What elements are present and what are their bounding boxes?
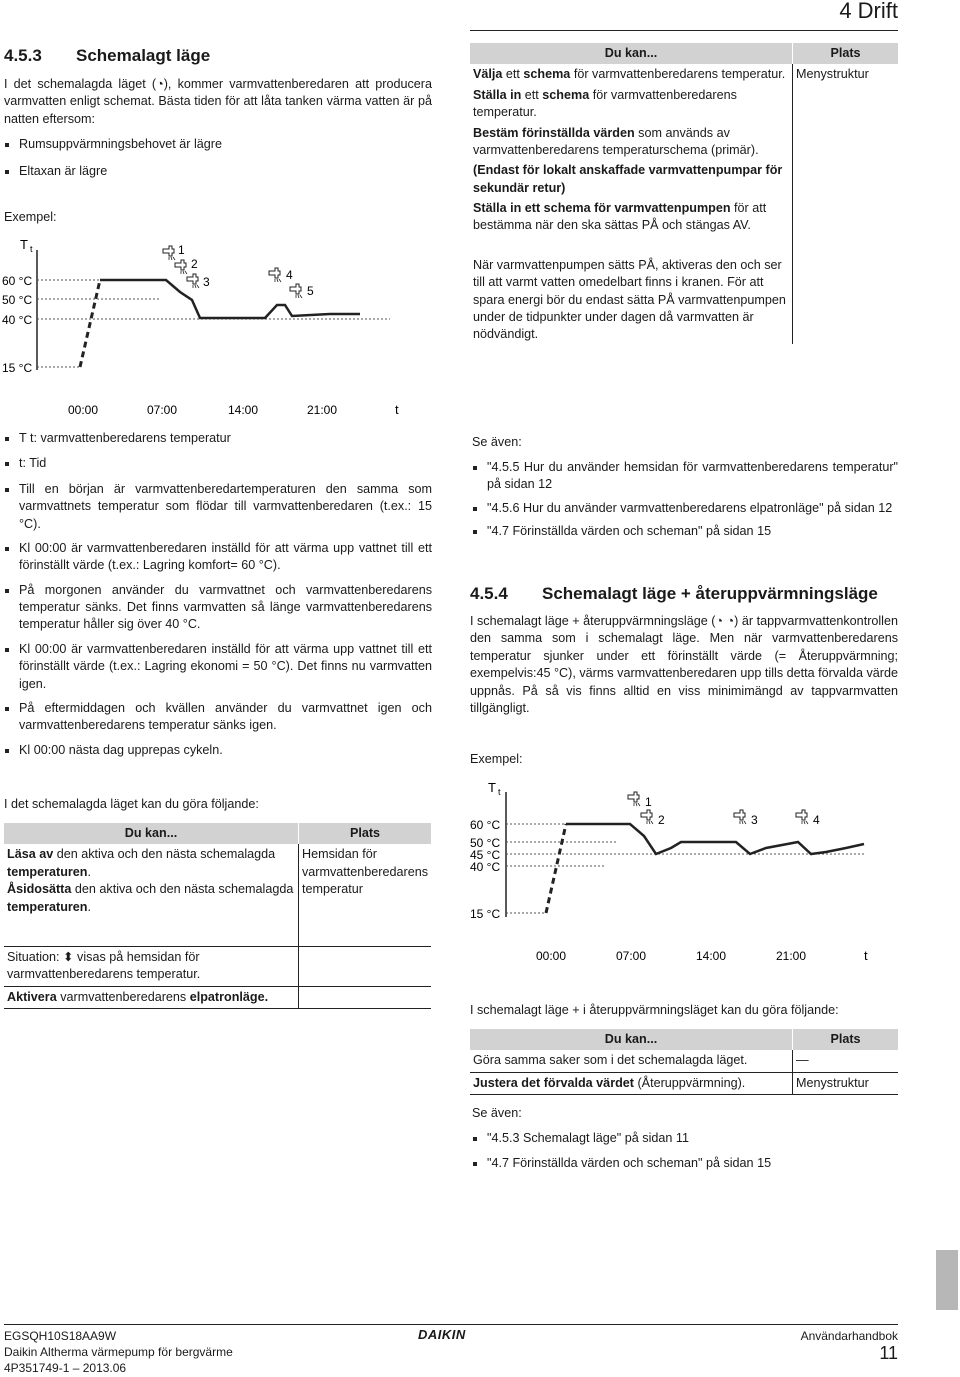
chapter-header: 4 Drift [839,0,898,23]
faucet-icon [628,792,640,806]
marker-1: 1 [178,243,185,257]
list-item: Till en början är varmvattenberedartemperaturen den samma som varmvattnets temperatur som flödar till varmvattenberedaren (t.ex.: 15 °C). [4,481,432,533]
faucet-icon [187,274,199,288]
table-cell: Situation: ⬍ visas på hemsidan för varmvattenberedarens temperatur. [4,946,299,986]
section-title: Schemalagt läge + återuppvärmningsläge [542,584,878,603]
y-tick-60: 60 °C [2,274,33,288]
see-also-link[interactable]: "4.7 Förinställda värden och scheman" på sidan 15 [472,1155,898,1172]
see-also-list [472,459,898,548]
left-actions-table [4,823,431,1009]
faucet-icon [796,810,808,824]
col-header: Plats [793,43,899,64]
faucet-icon [641,810,653,824]
y-axis-sub: t [30,244,33,254]
intro-bullets [4,136,432,188]
list-item: Kl 00:00 är varmvattenberedaren inställd för att värma upp vattnet till ett förinställt värde (t.ex.: Lagring komfort= 60 °C). [4,540,432,575]
heating-dashed-line [80,280,100,367]
table-cell: Aktivera varmvattenberedarens elpatronläge. [4,986,299,1008]
y-axis-label: T [488,780,496,795]
section-heading-454 [470,582,878,605]
x-axis-label: t [395,402,399,417]
marker-3: 3 [203,275,210,289]
footer-right [801,1328,898,1364]
list-item: På morgonen använder du varmvattnet och varmvattenberedarens temperatur sänks. Det finns varmvatten så länge varmvattenberedarens temperatur håller sig över 40 °C. [4,582,432,634]
section-title: Schemalagt läge [76,46,211,65]
table-cell: Justera det förvalda värdet (Återuppvärmning). [470,1072,793,1094]
see-also-label: Se även: [472,435,522,449]
x-tick-2100: 21:00 [307,403,338,417]
table-cell: Välja ett schema för varmvattenberedarens temperatur. Ställa in ett schema för varmvattenberedarens temperatur. Bestäm förinställda värden som används av varmvattenberedarens temperaturschema (primär). (Endast för lokalt anskaffade varmvattenpumpar för sekundär retur) Ställa in ett schema för varmvattenpumpen för att bestämma när den ska sättas PÅ och stängas AV. När varmvattenpumpen sätts PÅ, aktiveras den och ser till att varmt vatten omedelbart finns i kranen. För att spara energi bör du endast sätta PÅ varmvattenpumpen under de tidpunkter under dagen då varmvatten är nödvändigt. [470,64,793,343]
x-tick-1400: 14:00 [696,949,727,963]
table-cell: — [793,1050,899,1072]
see-also-list [472,1130,898,1180]
col-header: Du kan... [470,1029,793,1050]
list-item: Rumsuppvärmningsbehovet är lägre [4,136,432,153]
y-axis-label: T [20,237,28,252]
y-tick-40: 40 °C [2,313,33,327]
footer-manual: Användarhandbok [800,1329,898,1343]
temperature-chart-1 [0,232,430,420]
marker-2: 2 [658,813,665,827]
list-item: Kl 00:00 nästa dag upprepas cykeln. [4,742,432,759]
pump-note: När varmvattenpumpen sätts PÅ, aktiveras den och ser till att varmt vatten omedelbart finns i kranen. För att spara energi bör du endast sätta PÅ varmvattenpumpen under de tidpunkter under dagen då varmvatten är nödvändigt. [473,257,786,342]
see-also-link[interactable]: "4.7 Förinställda värden och scheman" på sidan 15 [472,523,898,540]
y-tick-50: 50 °C [2,293,33,307]
y-tick-50: 50 °C [470,836,501,850]
col-header: Plats [793,1029,899,1050]
see-also-label: Se även: [472,1106,522,1120]
x-tick-0700: 07:00 [616,949,647,963]
heating-dashed-line [546,824,566,913]
y-tick-15: 15 °C [470,907,501,921]
example-label: Exempel: [4,210,57,224]
brand-logo: DAIKIN [418,1327,466,1342]
x-axis-label: t [864,948,868,963]
table-cell: Menystruktur [793,1072,899,1094]
footer-doc: 4P351749-1 – 2013.06 [4,1361,127,1376]
marker-2: 2 [191,257,198,271]
x-tick-2100: 21:00 [776,949,807,963]
page-number: 11 [879,1343,898,1364]
y-axis-sub: t [498,787,501,797]
faucet-icon [290,284,302,298]
section-number: 4.5.4 [470,584,508,603]
right-actions-table-2 [470,1029,898,1095]
table-cell: Läsa av den aktiva och den nästa schemalagda temperaturen. Åsidosätta den aktiva och den nästa schemalagda temperaturen. [7,847,294,914]
marker-3: 3 [751,813,758,827]
y-tick-40: 40 °C [470,860,501,874]
footer-left [4,1328,233,1377]
list-item: På eftermiddagen och kvällen använder du varmvattnet igen och varmvattenberedarens temperatur sänks igen. [4,700,432,735]
legend-bullets [4,430,432,766]
y-tick-15: 15 °C [2,361,33,375]
temperature-chart-2 [466,772,896,972]
right-actions-table-1 [470,43,898,344]
can-do-intro: I det schemalagda läget kan du göra följande: [4,797,259,811]
x-tick-0000: 00:00 [536,949,567,963]
footer-model: EGSQH10S18AA9W [4,1329,117,1343]
section-number: 4.5.3 [4,46,42,65]
x-tick-0700: 07:00 [147,403,178,417]
marker-4: 4 [286,268,293,282]
table-cell: Hemsidan för varmvattenberedarens temperatur [299,844,432,918]
temperature-curve [566,824,864,854]
marker-4: 4 [813,813,820,827]
y-tick-60: 60 °C [470,818,501,832]
marker-5: 5 [307,284,314,298]
faucet-icon [734,810,746,824]
faucet-icon [175,260,187,274]
see-also-link[interactable]: "4.5.3 Schemalagt läge" på sidan 11 [472,1130,898,1147]
footer-rule [4,1324,898,1325]
y-tick-45: 45 °C [470,848,501,862]
col-header: Plats [299,823,432,844]
section-paragraph: I schemalagt läge + återuppvärmningsläge (◔ ◔) är tappvarmvattenkontrollen den samma som i schemalagt läge. Men när varmvattenberedarens temperatur sjunker under ett förinställt värde (= Återuppvärmning; exempelvis:45 °C), värms varmvattenberedaren upp tills detta förvalda värde uppnås. På så vis finns alltid en viss minimimängd av tappvarmvatten tillgängligt. [470,614,898,715]
x-tick-0000: 00:00 [68,403,99,417]
intro-paragraph: I det schemalagda läget (◔), kommer varmvattenberedaren att producera varmvatten enligt schemat. Bästa tiden för att låta tanken värma vatten är på natten eftersom: [4,77,432,126]
list-item: Eltaxan är lägre [4,163,432,180]
see-also-link[interactable]: "4.5.5 Hur du använder hemsidan för varmvattenberedarens temperatur" på sidan 12 [472,459,898,494]
example-label: Exempel: [470,752,523,766]
col-header: Du kan... [4,823,299,844]
faucet-icon [269,268,281,282]
list-item: Kl 00:00 är varmvattenberedaren inställd för att värma upp vattnet till ett förinställt värde (t.ex.: Lagring ekonomi = 50 °C). Det finns nu varmvatten igen. [4,641,432,693]
table-cell: Göra samma saker som i det schemalagda läget. [470,1050,793,1072]
page-side-tab [936,1250,958,1310]
list-item: t: Tid [4,455,432,472]
see-also-link[interactable]: "4.5.6 Hur du använder varmvattenberedarens elpatronläge" på sidan 12 [472,500,898,517]
x-tick-1400: 14:00 [228,403,259,417]
section-heading-453 [4,44,210,67]
faucet-icon [163,246,175,260]
header-rule [470,30,898,31]
list-item: T t: varmvattenberedarens temperatur [4,430,432,447]
footer-product: Daikin Altherma värmepump för bergvärme [4,1345,233,1360]
marker-1: 1 [645,795,652,809]
col-header: Du kan... [470,43,793,64]
table-cell: Menystruktur [793,64,899,343]
can-do-intro: I schemalagt läge + i återuppvärmningsläget kan du göra följande: [470,1003,839,1017]
